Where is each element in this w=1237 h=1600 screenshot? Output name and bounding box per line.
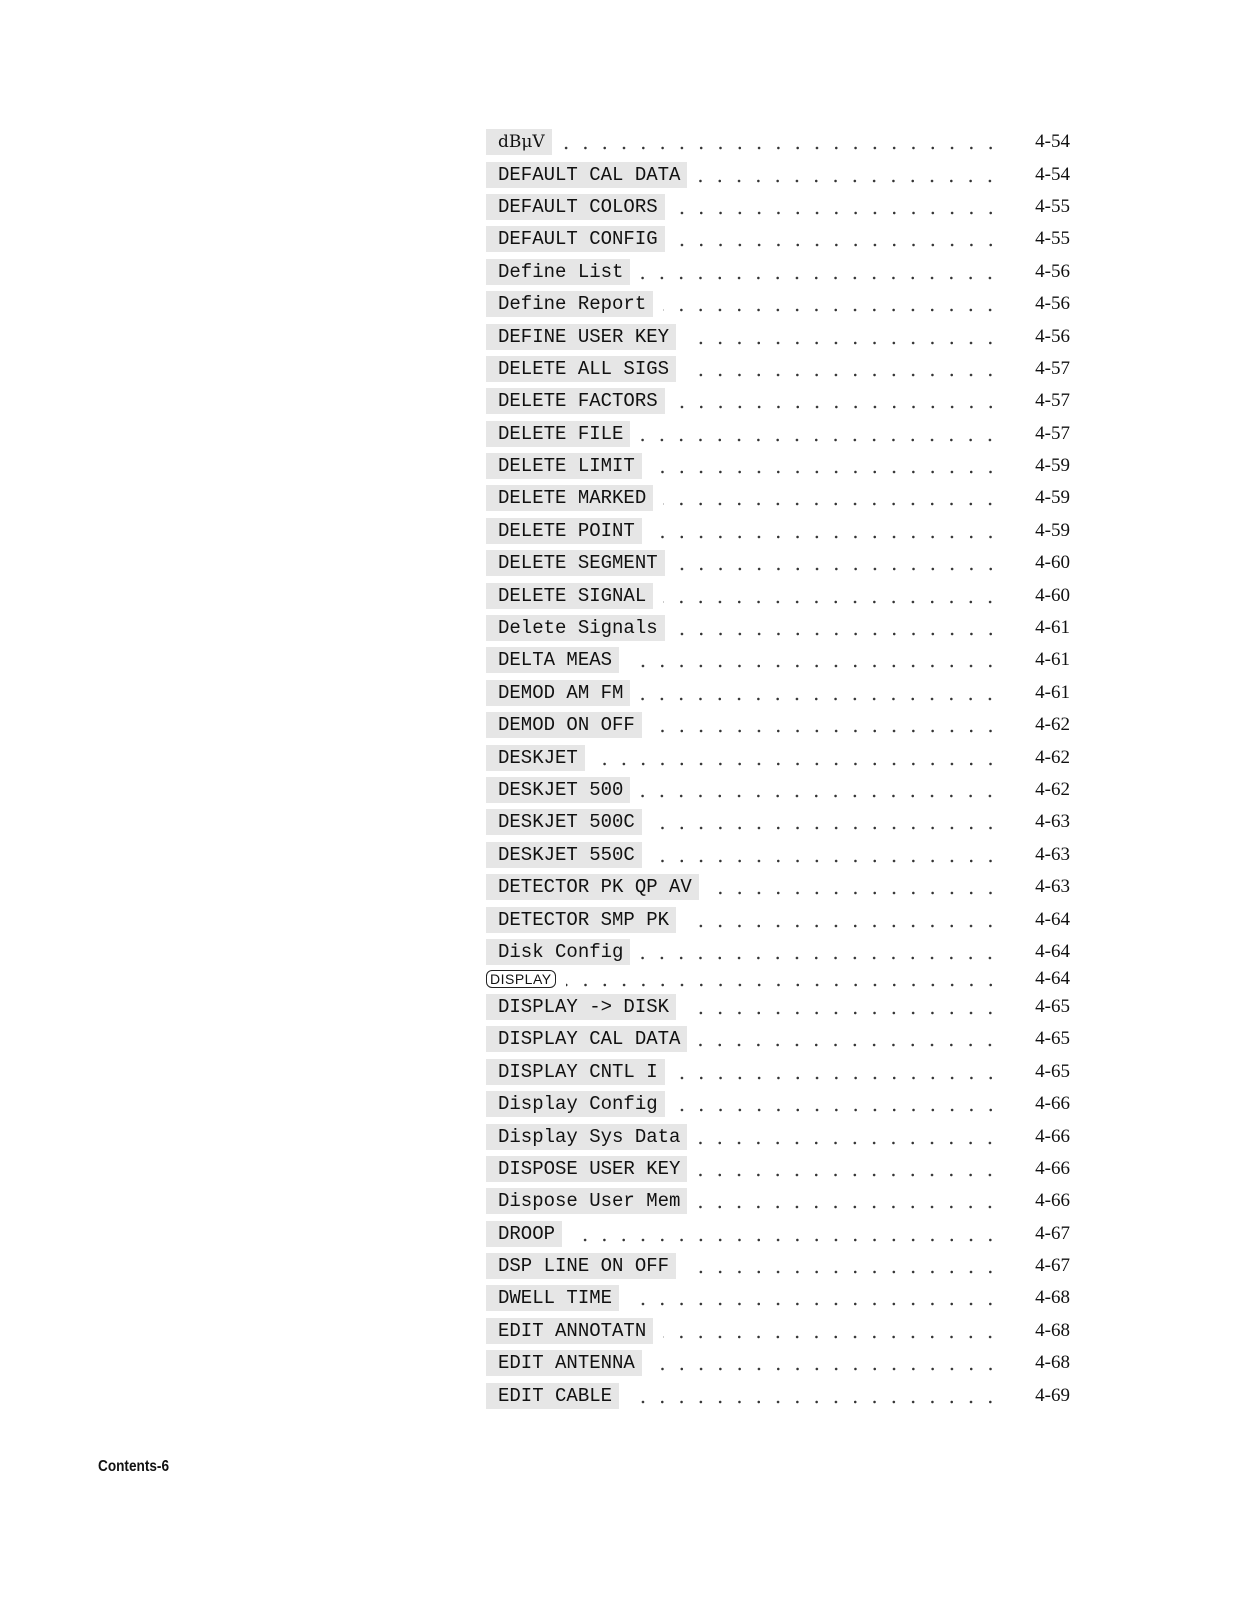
toc-entry — [486, 126, 1070, 158]
dot-leader — [675, 1094, 1000, 1114]
softkey-label: EDIT CABLE — [486, 1383, 619, 1409]
softkey-label: DEFAULT CONFIG — [486, 226, 665, 252]
toc-entry — [486, 1218, 1070, 1250]
dot-leader — [663, 294, 1000, 314]
dot-leader — [686, 910, 1000, 930]
toc-entry — [486, 256, 1070, 288]
softkey-label: DELETE ALL SIGS — [486, 356, 676, 382]
toc-entry — [486, 1250, 1070, 1282]
page-number: 4-61 — [1035, 617, 1070, 639]
softkey-label: DELETE FACTORS — [486, 388, 665, 414]
page-number: 4-66 — [1035, 1125, 1070, 1147]
softkey-label: DEFINE USER KEY — [486, 324, 676, 350]
toc-entry — [486, 1347, 1070, 1379]
page-number: 4-60 — [1035, 584, 1070, 606]
softkey-label: DEFAULT COLORS — [486, 194, 665, 220]
page-number: 4-57 — [1035, 422, 1070, 444]
page-number: 4-62 — [1035, 746, 1070, 768]
softkey-label: Display Config — [486, 1091, 665, 1117]
toc-entry — [486, 990, 1070, 1023]
toc-entry — [486, 1120, 1070, 1152]
dot-leader — [562, 132, 1000, 152]
softkey-label: DESKJET — [486, 745, 585, 771]
toc-entry — [486, 806, 1070, 838]
dot-leader — [652, 845, 1000, 865]
toc-entry — [486, 515, 1070, 547]
softkey-label: DWELL TIME — [486, 1285, 619, 1311]
toc-entry — [486, 871, 1070, 903]
page-number: 4-67 — [1035, 1255, 1070, 1277]
toc-entry — [486, 903, 1070, 935]
dot-leader — [663, 1321, 1000, 1341]
softkey-label: DELETE SEGMENT — [486, 550, 665, 576]
softkey-label: DESKJET 500C — [486, 809, 642, 835]
toc-entry — [486, 418, 1070, 450]
softkey-label: DESKJET 500 — [486, 777, 630, 803]
softkey-label: DEMOD AM FM — [486, 680, 630, 706]
page-number: 4-59 — [1035, 519, 1070, 541]
page-number: 4-61 — [1035, 681, 1070, 703]
dot-leader — [640, 424, 1000, 444]
dot-leader — [675, 197, 1000, 217]
dot-leader — [652, 521, 1000, 541]
page-number: 4-59 — [1035, 487, 1070, 509]
dot-leader — [697, 1191, 1000, 1211]
page-number: 4-62 — [1035, 714, 1070, 736]
softkey-label: Dispose User Mem — [486, 1188, 687, 1214]
dot-leader — [686, 359, 1000, 379]
page-number: 4-57 — [1035, 357, 1070, 379]
toc-entry — [486, 774, 1070, 806]
dot-leader — [652, 812, 1000, 832]
toc-entry — [486, 839, 1070, 871]
dot-leader — [675, 553, 1000, 573]
page-number: 4-68 — [1035, 1287, 1070, 1309]
page-number: 4-63 — [1035, 843, 1070, 865]
dot-leader — [652, 456, 1000, 476]
dot-leader — [675, 618, 1000, 638]
dot-leader — [629, 650, 1000, 670]
softkey-label: Define Report — [486, 291, 653, 317]
softkey-label: DISPLAY CNTL I — [486, 1059, 665, 1085]
softkey-label: DETECTOR SMP PK — [486, 907, 676, 933]
dot-leader — [709, 877, 1000, 897]
toc-entry — [486, 968, 1070, 990]
dot-leader — [640, 780, 1000, 800]
softkey-label: DSP LINE ON OFF — [486, 1253, 676, 1279]
softkey-label: DISPLAY CAL DATA — [486, 1026, 687, 1052]
softkey-label: DELETE LIMIT — [486, 453, 642, 479]
toc-entry — [486, 547, 1070, 579]
dot-leader — [697, 1029, 1000, 1049]
softkey-label: DEMOD ON OFF — [486, 712, 642, 738]
toc-entry — [486, 1023, 1070, 1055]
toc-entry — [486, 158, 1070, 190]
softkey-label: DESKJET 550C — [486, 842, 642, 868]
dot-leader — [686, 1256, 1000, 1276]
page-number: 4-56 — [1035, 325, 1070, 347]
toc-entry — [486, 482, 1070, 514]
toc-entry — [486, 579, 1070, 611]
softkey-label: Define List — [486, 259, 630, 285]
softkey-label: DELETE POINT — [486, 518, 642, 544]
toc-entry — [486, 1185, 1070, 1217]
page-number: 4-66 — [1035, 1093, 1070, 1115]
dot-leader — [663, 488, 1000, 508]
page-number: 4-56 — [1035, 260, 1070, 282]
toc-entry — [486, 450, 1070, 482]
page-number: 4-64 — [1035, 968, 1070, 990]
toc-entry — [486, 741, 1070, 773]
dot-leader — [697, 165, 1000, 185]
dot-leader — [697, 1127, 1000, 1147]
page-number: 4-67 — [1035, 1222, 1070, 1244]
page-number: 4-63 — [1035, 811, 1070, 833]
toc-entry — [486, 612, 1070, 644]
toc-entry — [486, 709, 1070, 741]
page-number: 4-64 — [1035, 940, 1070, 962]
softkey-label: Delete Signals — [486, 615, 665, 641]
softkey-label: DROOP — [486, 1221, 562, 1247]
toc-entry — [486, 288, 1070, 320]
page-number: 4-64 — [1035, 908, 1070, 930]
softkey-label: DELETE MARKED — [486, 485, 653, 511]
toc-entry — [486, 320, 1070, 352]
page-footer: Contents-6 — [98, 1458, 170, 1475]
softkey-label: Disk Config — [486, 939, 630, 965]
dot-leader — [640, 683, 1000, 703]
page-number: 4-66 — [1035, 1190, 1070, 1212]
softkey-label: EDIT ANTENNA — [486, 1350, 642, 1376]
softkey-label: dBμV — [486, 129, 552, 155]
softkey-label: DELETE FILE — [486, 421, 630, 447]
dot-leader — [595, 748, 1000, 768]
page-number: 4-60 — [1035, 552, 1070, 574]
page-number: 4-63 — [1035, 876, 1070, 898]
hardkey-label: DISPLAY — [486, 970, 556, 988]
toc-entry — [486, 1315, 1070, 1347]
toc-entry — [486, 677, 1070, 709]
toc-entry — [486, 644, 1070, 676]
page-number: 4-66 — [1035, 1157, 1070, 1179]
page-number: 4-55 — [1035, 228, 1070, 250]
dot-leader — [663, 586, 1000, 606]
dot-leader — [652, 1353, 1000, 1373]
softkey-label: DELETE SIGNAL — [486, 583, 653, 609]
page-number: 4-68 — [1035, 1352, 1070, 1374]
softkey-label: DETECTOR PK QP AV — [486, 874, 699, 900]
page-number: 4-54 — [1035, 131, 1070, 153]
page-number: 4-65 — [1035, 1028, 1070, 1050]
toc-entry — [486, 223, 1070, 255]
dot-leader — [572, 1224, 1000, 1244]
toc-entry — [486, 353, 1070, 385]
page-number: 4-59 — [1035, 455, 1070, 477]
softkey-label: DISPOSE USER KEY — [486, 1156, 687, 1182]
toc-entry — [486, 1153, 1070, 1185]
softkey-label: DISPLAY -> DISK — [486, 994, 676, 1020]
toc-entry — [486, 1282, 1070, 1314]
toc-entry — [486, 936, 1070, 968]
dot-leader — [675, 229, 1000, 249]
toc-entry — [486, 191, 1070, 223]
page-number: 4-61 — [1035, 649, 1070, 671]
dot-leader — [640, 262, 1000, 282]
page-number: 4-56 — [1035, 293, 1070, 315]
dot-leader — [629, 1288, 1000, 1308]
dot-leader — [566, 969, 1000, 989]
dot-leader — [686, 997, 1000, 1017]
toc-entry — [486, 1056, 1070, 1088]
dot-leader — [675, 1062, 1000, 1082]
dot-leader — [629, 1386, 1000, 1406]
softkey-label: DELTA MEAS — [486, 647, 619, 673]
page-number: 4-65 — [1035, 995, 1070, 1017]
toc-entry — [486, 1379, 1070, 1411]
table-of-contents — [486, 126, 1070, 1412]
dot-leader — [675, 391, 1000, 411]
page-number: 4-65 — [1035, 1060, 1070, 1082]
toc-entry — [486, 385, 1070, 417]
dot-leader — [652, 715, 1000, 735]
page-number: 4-69 — [1035, 1384, 1070, 1406]
softkey-label: Display Sys Data — [486, 1124, 687, 1150]
page-number: 4-62 — [1035, 779, 1070, 800]
dot-leader — [640, 942, 1000, 962]
softkey-label: DEFAULT CAL DATA — [486, 162, 687, 188]
page-number: 4-68 — [1035, 1319, 1070, 1341]
softkey-label: EDIT ANNOTATN — [486, 1318, 653, 1344]
toc-entry — [486, 1088, 1070, 1120]
dot-leader — [697, 1159, 1000, 1179]
page-number: 4-57 — [1035, 390, 1070, 412]
page-number: 4-55 — [1035, 195, 1070, 217]
page-number: 4-54 — [1035, 163, 1070, 185]
dot-leader — [686, 327, 1000, 347]
